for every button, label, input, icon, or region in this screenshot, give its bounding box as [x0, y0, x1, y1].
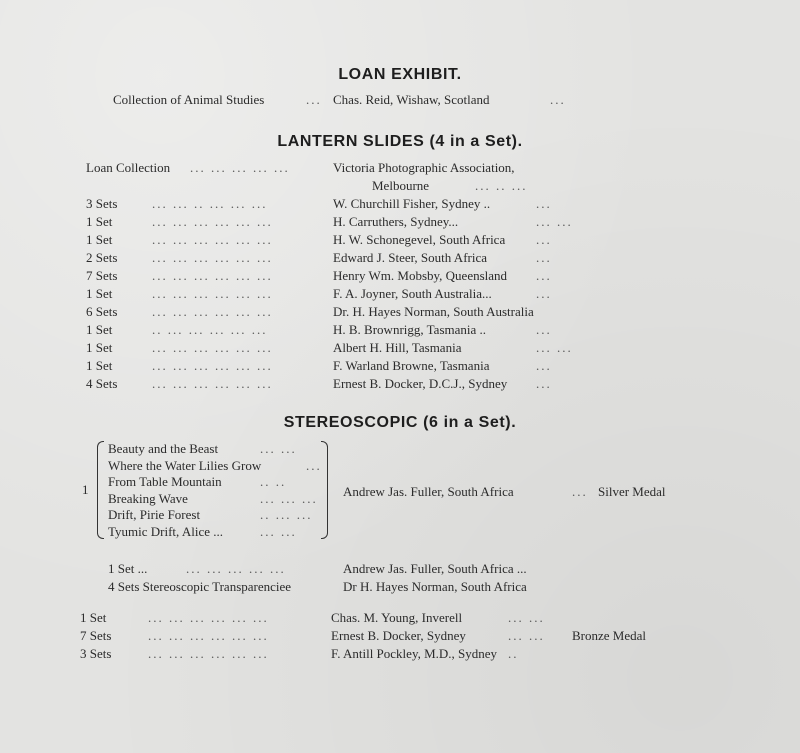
stereo-item-dots: .. ... ...	[260, 507, 313, 522]
stereo-group-lender-row	[0, 484, 800, 502]
stereo-final-row	[0, 646, 800, 664]
loan-exhibit-row	[0, 92, 800, 110]
lantern-trail-dots: ...	[536, 250, 552, 265]
lantern-row	[0, 304, 800, 322]
lantern-row	[0, 358, 800, 376]
lantern-dots: .. ... ... ... ... ...	[152, 322, 268, 337]
stereo-group-item	[0, 507, 800, 525]
lantern-qty: 6 Sets	[86, 304, 118, 319]
stereo-final-qty: 1 Set	[80, 610, 107, 625]
lantern-qty: 4 Sets	[86, 376, 118, 391]
lantern-trail-dots: ...	[536, 268, 552, 283]
lantern-lender: F. A. Joyner, South Australia...	[333, 286, 492, 301]
stereo-final-trail: ... ...	[508, 628, 545, 643]
lantern-dots: ... ... ... ... ... ...	[152, 376, 273, 391]
stereo-extra-qty: 1 Set ...	[108, 561, 148, 576]
stereo-final-trail: ... ...	[508, 610, 545, 625]
lantern-qty: Loan Collection	[86, 160, 171, 175]
stereo-final-trail: ..	[508, 646, 519, 661]
lantern-trail-dots: ...	[536, 286, 552, 301]
loan-lender: Chas. Reid, Wishaw, Scotland	[333, 92, 490, 107]
stereo-group-item	[0, 441, 800, 459]
lantern-row	[0, 160, 800, 193]
stereo-final-row	[0, 610, 800, 628]
stereo-extra-lender: Dr H. Hayes Norman, South Africa	[343, 579, 527, 594]
lantern-row	[0, 214, 800, 232]
stereo-item-title: Beauty and the Beast	[108, 441, 219, 456]
stereo-final-award: Bronze Medal	[572, 628, 647, 643]
loan-item: Collection of Animal Studies	[113, 92, 265, 107]
lantern-dots: ... ... ... ... ... ...	[152, 304, 273, 319]
lantern-lender: Henry Wm. Mobsby, Queensland	[333, 268, 508, 283]
lantern-qty: 1 Set	[86, 322, 113, 337]
stereo-item-title: Drift, Pirie Forest	[108, 507, 201, 522]
stereo-extra-lender: Andrew Jas. Fuller, South Africa ...	[343, 561, 527, 576]
stereo-item-dots: ... ...	[260, 523, 297, 539]
stereo-group-qty: 1	[82, 482, 89, 497]
lantern-qty: 1 Set	[86, 340, 113, 355]
lantern-qty: 3 Sets	[86, 196, 118, 211]
lantern-qty: 1 Set	[86, 214, 113, 229]
loan-lead-dots: ...	[306, 92, 322, 107]
stereo-final-lender: Chas. M. Young, Inverell	[331, 610, 463, 625]
stereo-final-row	[0, 628, 800, 646]
lantern-trail-dots: ...	[536, 322, 552, 337]
lantern-row	[0, 196, 800, 214]
lantern-dots: ... ... ... ... ... ...	[152, 214, 273, 229]
stereo-group-award: Silver Medal	[598, 484, 666, 499]
stereo-extra-row	[0, 561, 800, 579]
lantern-lender: Edward J. Steer, South Africa	[333, 250, 488, 265]
lantern-row	[0, 250, 800, 268]
stereo-final-dots: ... ... ... ... ... ...	[148, 628, 269, 643]
lantern-dots: ... ... ... ... ... ...	[152, 340, 273, 355]
lantern-qty: 2 Sets	[86, 250, 118, 265]
lantern-qty: 1 Set	[86, 232, 113, 247]
lantern-trail-dots: ... ...	[536, 214, 573, 229]
stereo-item-title: Breaking Wave	[108, 490, 188, 506]
stereo-item-dots: ... ... ...	[260, 490, 318, 506]
lantern-row	[0, 376, 800, 394]
stereo-extra-row	[0, 579, 800, 597]
lantern-dots: ... ... ... ... ... ...	[152, 358, 273, 373]
lantern-lender: Victoria Photographic Association,	[333, 160, 515, 175]
lantern-row	[0, 286, 800, 304]
stereo-group-lender: Andrew Jas. Fuller, South Africa	[343, 484, 514, 499]
lantern-lender: W. Churchill Fisher, Sydney ..	[333, 196, 491, 211]
stereo-final-dots: ... ... ... ... ... ...	[148, 646, 269, 661]
stereo-item-dots: ... ...	[260, 441, 297, 456]
stereo-final-dots: ... ... ... ... ... ...	[148, 610, 269, 625]
lantern-qty: 7 Sets	[86, 268, 118, 283]
lantern-row	[0, 268, 800, 286]
lantern-dots: ... ... ... ... ... ...	[152, 286, 273, 301]
lantern-row	[0, 322, 800, 340]
lantern-lender: Ernest B. Docker, D.C.J., Sydney	[333, 376, 508, 391]
lantern-lender: Dr. H. Hayes Norman, South Australia	[333, 304, 534, 319]
stereo-item-title: Tyumic Drift, Alice ...	[108, 523, 223, 539]
lantern-trail-dots: ...	[536, 358, 552, 373]
lantern-lender: Albert H. Hill, Tasmania	[333, 340, 462, 355]
stereo-extra-dots: ... ... ... ... ...	[186, 561, 286, 576]
stereo-extra-qty: 4 Sets Stereoscopic Transparenciee	[108, 579, 292, 594]
lantern-slides-heading: LANTERN SLIDES (4 in a Set).	[277, 133, 523, 150]
stereo-group-item	[0, 524, 800, 542]
loan-exhibit-heading: LOAN EXHIBIT.	[338, 66, 462, 83]
lantern-dots: ... ... ... ... ... ...	[152, 268, 273, 283]
stereo-item-dots: ...	[306, 457, 322, 473]
lantern-trail-dots: ... .. ...	[475, 178, 528, 193]
lantern-lender: H. Carruthers, Sydney...	[333, 214, 459, 229]
lantern-qty: 1 Set	[86, 286, 113, 301]
loan-trail-dots: ...	[550, 92, 566, 107]
lantern-dots: ... ... ... ... ...	[190, 160, 290, 175]
lantern-lender-cont: Melbourne	[372, 178, 430, 193]
lantern-lender: H. W. Schonegevel, South Africa	[333, 232, 506, 247]
lantern-trail-dots: ... ...	[536, 340, 573, 355]
lantern-row	[0, 340, 800, 358]
lantern-row	[0, 232, 800, 250]
stereo-final-qty: 7 Sets	[80, 628, 112, 643]
stereo-item-title: From Table Mountain	[108, 474, 222, 489]
lantern-qty: 1 Set	[86, 358, 113, 373]
stereo-item-title: Where the Water Lilies Grow	[108, 457, 262, 473]
stereo-item-dots: .. ..	[260, 474, 287, 489]
lantern-trail-dots: ...	[536, 232, 552, 247]
lantern-lender: H. B. Brownrigg, Tasmania ..	[333, 322, 487, 337]
lantern-lender: F. Warland Browne, Tasmania	[333, 358, 490, 373]
stereo-group-lender-dots: ...	[572, 484, 588, 499]
lantern-dots: ... ... ... ... ... ...	[152, 232, 273, 247]
stereo-final-lender: Ernest B. Docker, Sydney	[331, 628, 466, 643]
lantern-trail-dots: ...	[536, 196, 552, 211]
lantern-trail-dots: ...	[536, 376, 552, 391]
stereo-final-lender: F. Antill Pockley, M.D., Sydney	[331, 646, 498, 661]
stereoscopic-heading: STEREOSCOPIC (6 in a Set).	[283, 414, 517, 431]
lantern-dots: ... ... .. ... ... ...	[152, 196, 268, 211]
stereo-group-item	[0, 458, 800, 476]
stereo-final-qty: 3 Sets	[80, 646, 112, 661]
lantern-dots: ... ... ... ... ... ...	[152, 250, 273, 265]
